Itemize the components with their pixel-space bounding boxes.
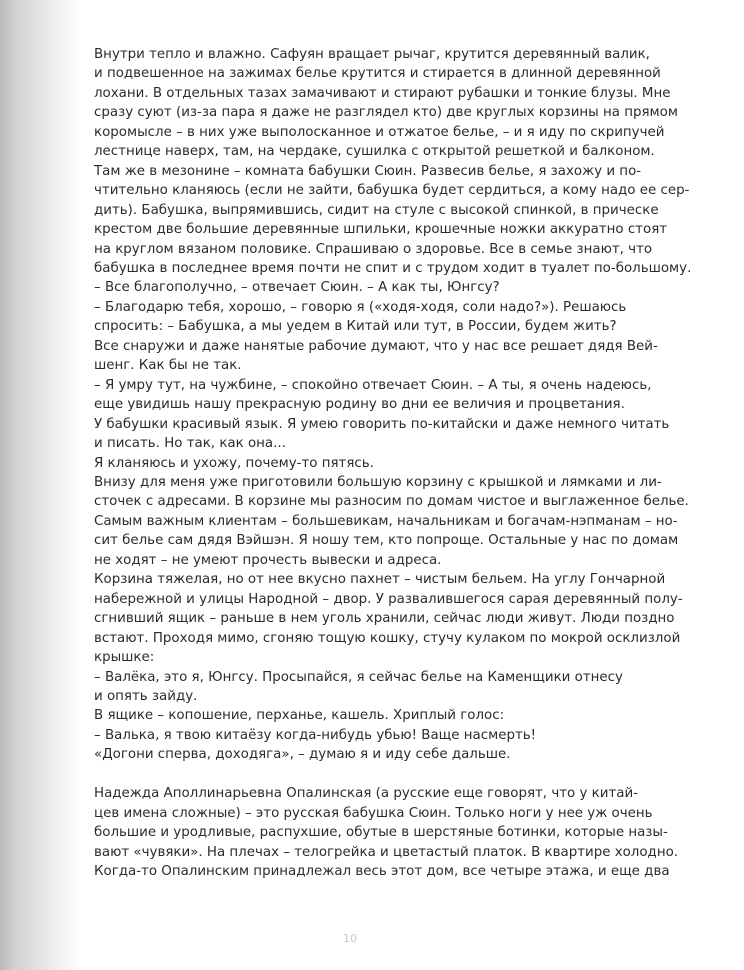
paragraph [94, 668, 623, 707]
paragraph [94, 745, 618, 764]
text-line: Корзина тяжелая, но от нее вкусно пахнет – чистым бельем. На углу Гончарной [94, 572, 666, 588]
text-line: лохани. В отдельных тазах замачивают и стирают рубашки и тонкие блузы. Мне [94, 85, 671, 101]
text-line: и подвешенное на зажимах белье крутится и стирается в длинной деревянной [94, 66, 661, 82]
text-line: сит белье сам дядя Вэйшэн. Я ношу тем, кто попроще. Остальные у нас по домам [94, 533, 679, 549]
text-line: лестнице наверх, там, на чердаке, сушилка с открытой решеткой и балконом. [94, 144, 655, 160]
text-line: – Я умру тут, на чужбине, – спокойно отвечает Сюин. – А ты, я очень надеюсь, [94, 377, 652, 393]
text-line: не ходят – не умеют прочесть вывески и адреса. [94, 552, 442, 568]
text-line: Я кланяюсь и ухожу, почему-то пятясь. [94, 455, 374, 471]
paragraph [94, 337, 658, 376]
text-line: бабушка в последнее время почти не спит и с трудом ходит в туалет по-большому. [94, 260, 692, 276]
text-line: Внутри тепло и влажно. Сафуян вращает рычаг, крутится деревянный валик, [94, 47, 650, 62]
text-line: крестом две большие деревянные шпильки, крошечные ножки аккуратно стоят [94, 222, 668, 238]
paragraph [94, 454, 618, 473]
text-line: коромысле – в них уже выполосканное и отжатое белье, – и я иду по скрипучей [94, 124, 665, 140]
body-text [94, 45, 692, 881]
text-line: спросить: – Бабушка, а мы уедем в Китай или тут, в России, будем жить? [94, 319, 617, 335]
text-line: – Все благополучно, – отвечает Сюин. – А как ты, Юнгсу? [94, 280, 500, 296]
text-line: и писать. Но так, как она... [94, 436, 286, 452]
section-gap [94, 765, 618, 784]
paragraph [94, 298, 627, 337]
text-line: большие и уродливые, распухшие, обутые в шерстяные ботинки, которые назы- [94, 825, 668, 841]
paragraph [94, 784, 679, 881]
text-line: набережной и улицы Народной – двор. У развалившегося сарая деревянный полу- [94, 591, 683, 607]
paragraph [94, 570, 683, 667]
paragraph [94, 162, 692, 279]
text-line: Там же в мезонине – комната бабушки Сюин. Развесив белье, я захожу и по- [94, 163, 642, 179]
text-line: крышке: [94, 650, 155, 666]
text-line: «Догони сперва, доходяга», – думаю я и иду себе дальше. [94, 747, 511, 763]
text-line: – Валёка, это я, Юнгсу. Просыпайся, я сейчас белье на Каменщики отнесу [94, 669, 623, 685]
text-line: Самым важным клиентам – большевикам, начальникам и богачам-нэпманам – но- [94, 513, 678, 529]
text-line: цев имена сложные) – это русская бабушка Сюин. Только ноги у нее уж очень [94, 805, 653, 821]
text-line: еще увидишь нашу прекрасную родину во дни ее величия и процветания. [94, 397, 625, 413]
text-line: Внизу для меня уже приготовили большую корзину с крышкой и лямками и ли- [94, 474, 662, 490]
text-line: дить). Бабушка, выпрямившись, сидит на стуле с высокой спинкой, в прическе [94, 202, 659, 218]
text-line: вают «чувяки». На плечах – телогрейка и цветастый платок. В квартире холодно. [94, 844, 679, 860]
text-line: чтительно кланяюсь (если не зайти, бабушка будет сердиться, а кому надо ее сер- [94, 183, 690, 199]
text-line: на круглом вязаном половике. Спрашиваю о здоровье. Все в семье знают, что [94, 241, 653, 257]
paragraph [94, 415, 670, 454]
page-number: 10 [343, 932, 357, 945]
paragraph [94, 376, 652, 415]
text-line: и опять зайду. [94, 688, 198, 704]
text-line: шенг. Как бы не так. [94, 358, 242, 374]
text-line: сгнивший ящик – раньше в нем уголь хранили, сейчас люди живут. Люди поздно [94, 611, 675, 627]
paragraph [94, 278, 618, 297]
paragraph [94, 706, 618, 725]
text-line: Надежда Аполлинарьевна Опалинская (а русские еще говорят, что у китай- [94, 786, 638, 802]
paragraph [94, 45, 678, 162]
text-line: – Благодарю тебя, хорошо, – говорю я («ходя-ходя, соли надо?»). Решаюсь [94, 299, 627, 315]
text-line: В ящике – копошение, перханье, кашель. Хриплый голос: [94, 708, 505, 724]
text-line: Когда-то Опалинским принадлежал весь этот дом, все четыре этажа, и еще два [94, 864, 670, 880]
paragraph [94, 726, 618, 745]
paragraph [94, 473, 689, 570]
text-line: У бабушки красивый язык. Я умею говорить по-китайски и даже немного читать [94, 416, 670, 432]
text-line: сразу суют (из-за пара я даже не разглядел кто) две круглых корзины на прямом [94, 105, 678, 121]
text-line: встают. Проходя мимо, сгоняю тощую кошку, стучу кулаком по мокрой осклизлой [94, 630, 681, 646]
text-line: – Валька, я твою китаёзу когда-нибудь убью! Ваще насмерть! [94, 727, 537, 743]
text-line: сточек с адресами. В корзине мы разносим по домам чистое и выглаженное белье. [94, 494, 689, 510]
text-line: Все снаружи и даже нанятые рабочие думают, что у нас все решает дядя Вей- [94, 338, 658, 354]
